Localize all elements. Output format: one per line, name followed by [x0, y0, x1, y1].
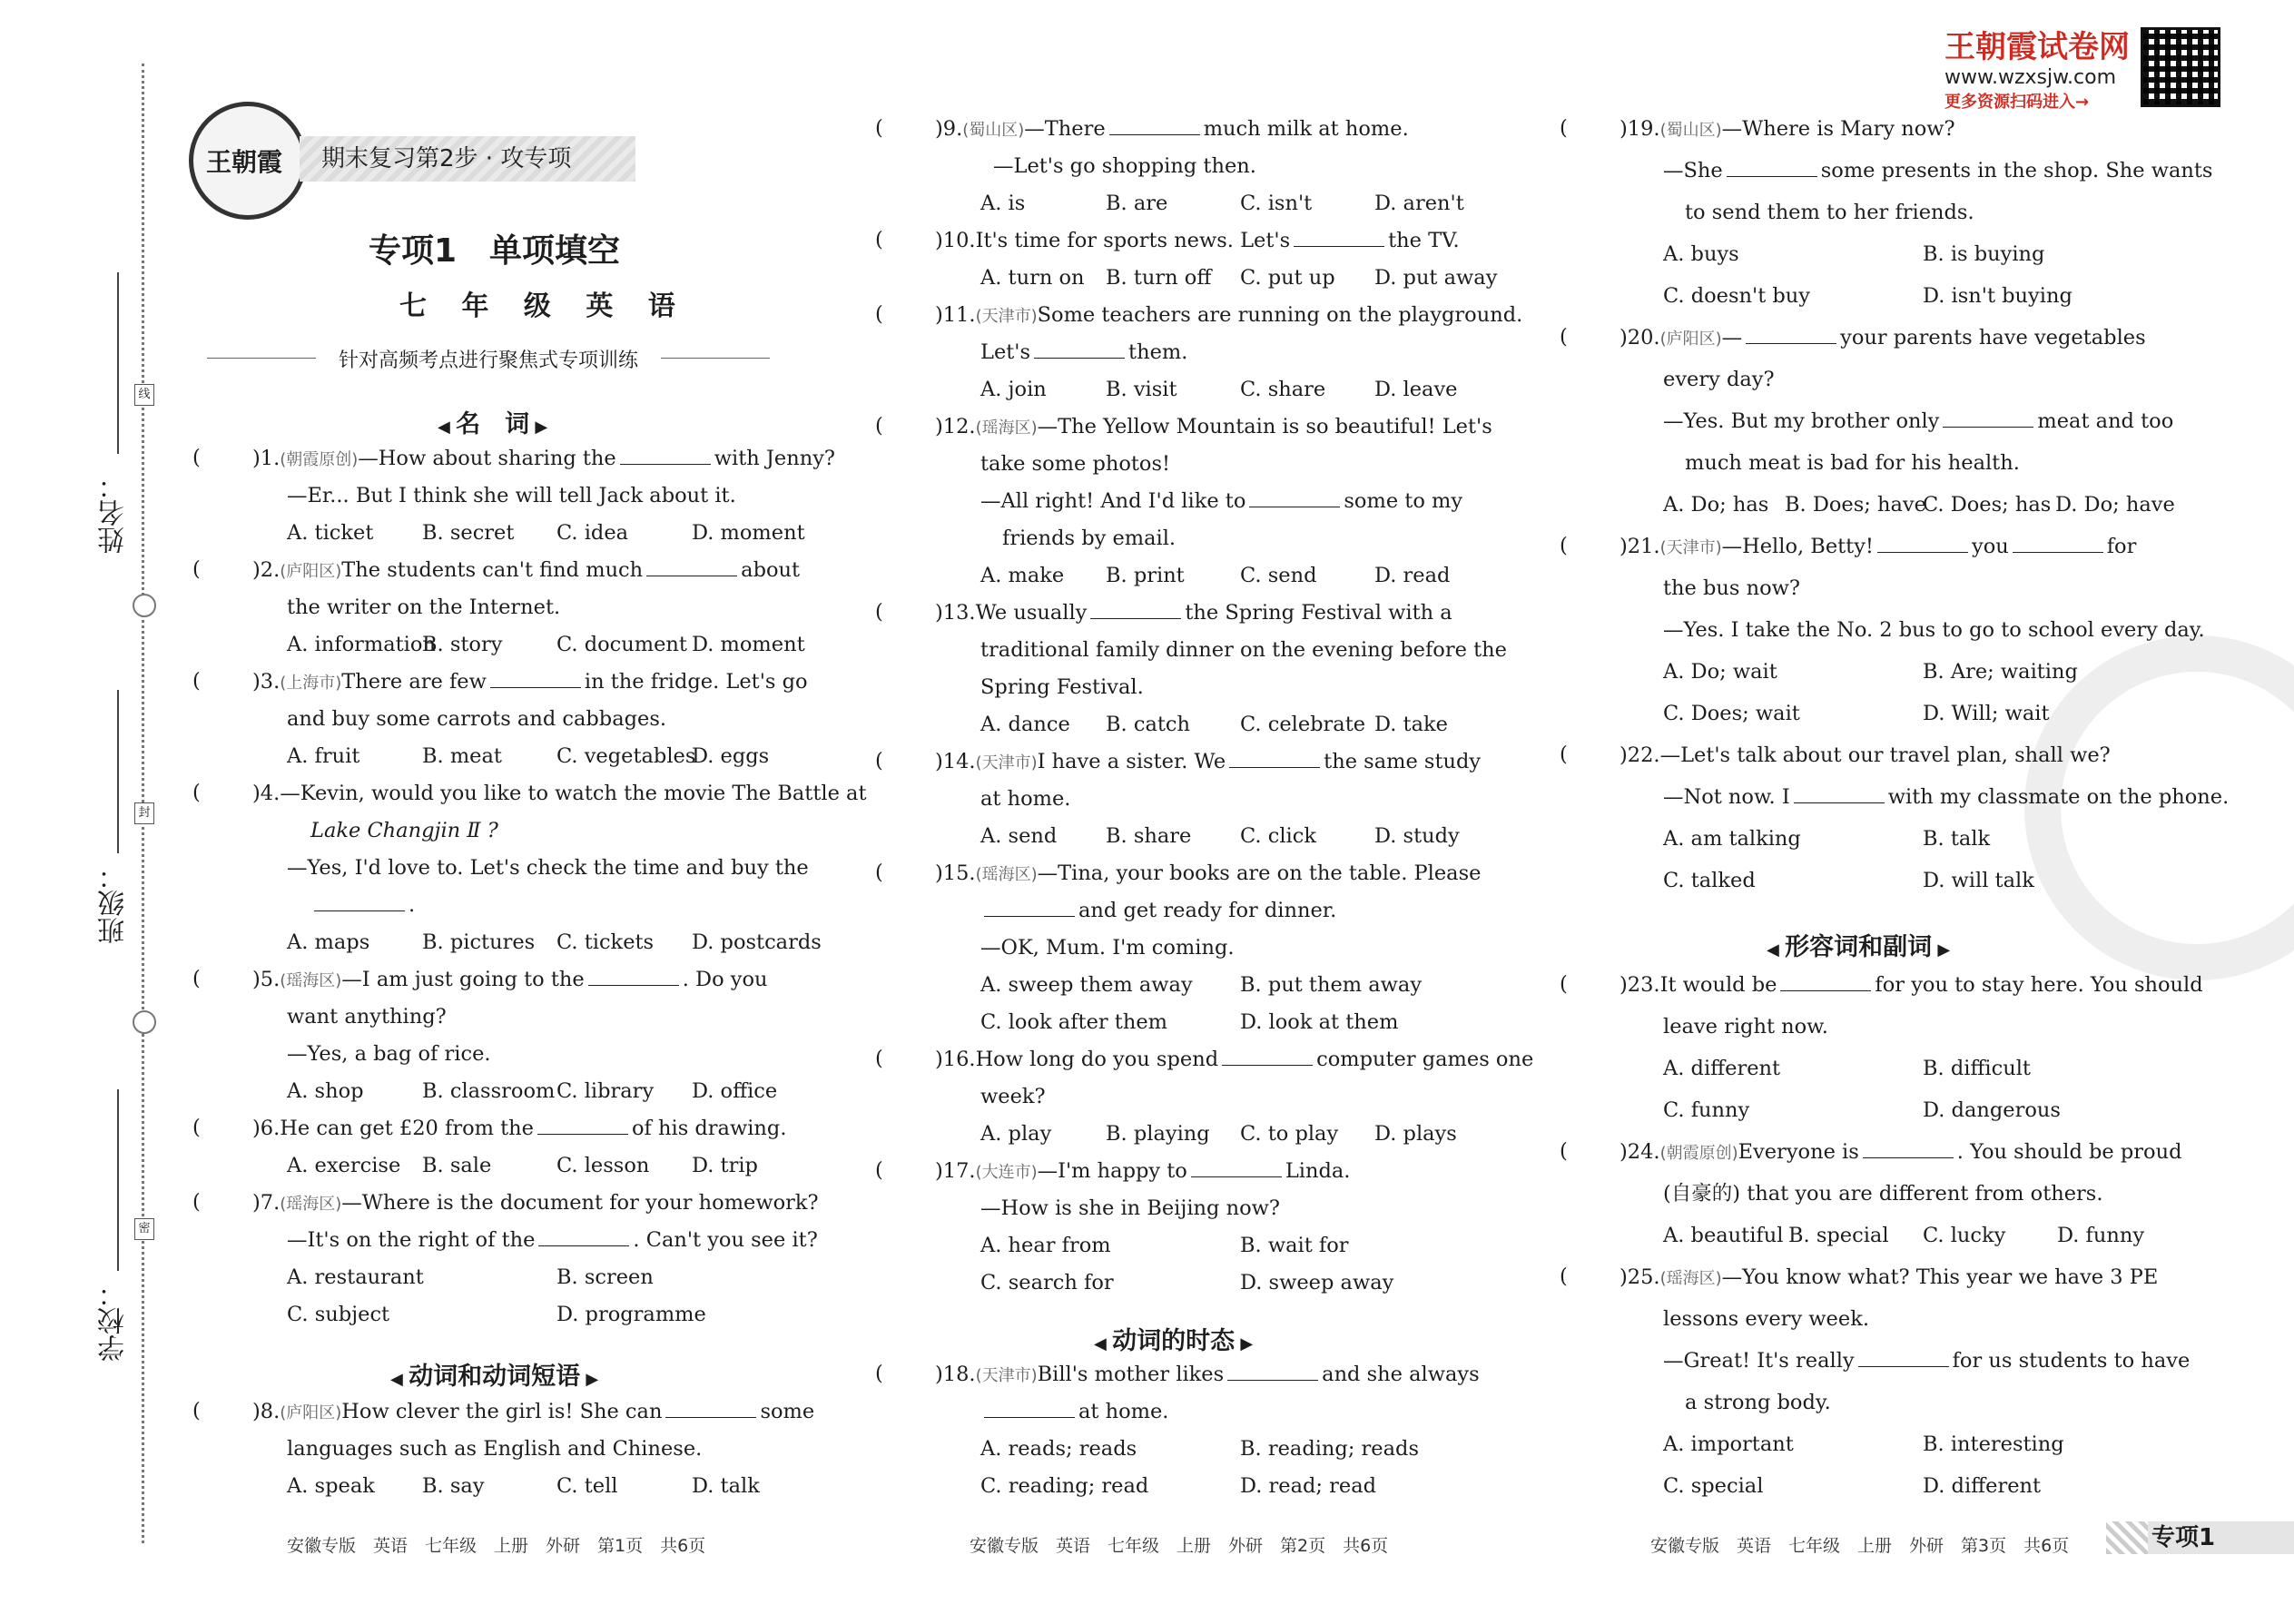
mark-seal: 封	[134, 802, 154, 824]
option-d[interactable]: D. eggs	[692, 744, 770, 768]
option-b[interactable]: B. print	[1106, 564, 1185, 587]
option-b[interactable]: B. catch	[1106, 713, 1190, 736]
option-b[interactable]: B. interesting	[1923, 1432, 2064, 1456]
page-subtitle: 七 年 级 英 语	[399, 290, 688, 322]
answer-bracket[interactable]: (	[1560, 1265, 1568, 1288]
option-d[interactable]: D. Will; wait	[1923, 702, 2050, 725]
option-c[interactable]: C. Does; wait	[1663, 702, 1800, 725]
option-a[interactable]: A. shop	[287, 1079, 364, 1103]
question-line: —OK, Mum. I'm coming.	[980, 936, 1235, 960]
question-line: friends by email.	[1002, 527, 1177, 550]
option-a[interactable]: A. maps	[287, 930, 370, 954]
option-d[interactable]: D. isn't buying	[1923, 284, 2072, 308]
question-15: )15.(瑶海区)—Tina, your books are on the table. Please	[935, 861, 1482, 885]
question-17: )17.(大连市)—I'm happy to Linda.	[935, 1159, 1351, 1183]
option-b[interactable]: B. special	[1788, 1224, 1889, 1247]
answer-blank: .	[310, 892, 415, 918]
option-a[interactable]: A. fruit	[287, 744, 360, 768]
answer-bracket[interactable]: (	[875, 600, 883, 624]
option-b[interactable]: B. playing	[1106, 1122, 1210, 1146]
question-line: to send them to her friends.	[1685, 201, 1974, 224]
option-a[interactable]: A. hear from	[980, 1234, 1111, 1257]
question-20: )20.(庐阳区)— your parents have vegetables	[1620, 326, 2146, 349]
option-a[interactable]: A. ticket	[287, 521, 374, 545]
section-nouns: ◀ 名 词 ▶	[438, 410, 548, 438]
option-b[interactable]: B. classroom	[422, 1079, 556, 1103]
question-line: languages such as English and Chinese.	[287, 1437, 703, 1461]
answer-bracket[interactable]: (	[192, 557, 201, 581]
option-a[interactable]: A. sweep them away	[980, 973, 1193, 997]
question-line: —Great! It's really for us students to have	[1663, 1349, 2191, 1373]
tagline: 针对高频考点进行聚焦式专项训练	[207, 345, 770, 373]
corner-tag: 专项1	[2106, 1521, 2294, 1554]
answer-bracket[interactable]: (	[875, 749, 883, 773]
option-b[interactable]: B. pictures	[422, 930, 536, 954]
option-a[interactable]: A. buys	[1663, 242, 1739, 266]
option-a[interactable]: A. play	[980, 1122, 1052, 1146]
option-d[interactable]: D. programme	[556, 1303, 706, 1326]
question-21: )21.(天津市)—Hello, Betty! you for	[1620, 535, 2137, 558]
option-b[interactable]: B. visit	[1106, 378, 1177, 401]
brand-url: www.wzxsjw.com	[1944, 66, 2117, 89]
answer-bracket[interactable]: (	[875, 302, 883, 326]
question-line: every day?	[1663, 368, 1775, 391]
question-line: Let's them.	[980, 340, 1188, 364]
option-a[interactable]: A. exercise	[287, 1154, 401, 1177]
option-d[interactable]: D. sweep away	[1240, 1271, 1394, 1294]
question-line: week?	[980, 1085, 1046, 1108]
qr-code-icon[interactable]	[2141, 27, 2220, 107]
option-c[interactable]: C. put up	[1240, 266, 1335, 290]
option-c[interactable]: C. library	[556, 1079, 655, 1103]
option-c[interactable]: C. Does; has	[1923, 493, 2052, 517]
question-7: )7.(瑶海区)—Where is the document for your homework?	[252, 1191, 819, 1215]
section-verbs: ◀ 动词和动词短语 ▶	[390, 1363, 599, 1391]
school-write-line	[117, 1089, 119, 1271]
question-18: )18.(天津市)Bill's mother likes and she always	[935, 1363, 1480, 1386]
answer-bracket[interactable]: (	[875, 861, 883, 884]
option-c[interactable]: C. isn't	[1240, 192, 1313, 215]
option-d[interactable]: D. put away	[1374, 266, 1498, 290]
answer-bracket[interactable]: (	[1560, 1139, 1568, 1163]
option-d[interactable]: D. study	[1374, 824, 1460, 848]
option-b[interactable]: B. are	[1106, 192, 1168, 215]
answer-bracket[interactable]: (	[1560, 972, 1568, 996]
question-line: lessons every week.	[1663, 1307, 1869, 1331]
option-d[interactable]: D. will talk	[1923, 869, 2034, 892]
option-c[interactable]: C. talked	[1663, 869, 1756, 892]
question-line: Lake Changjin Ⅱ ?	[310, 819, 498, 842]
question-14: )14.(天津市)I have a sister. We the same study	[935, 750, 1482, 773]
binding-hole-icon	[133, 594, 156, 617]
page-footer: 安徽专版 英语 七年级 上册 外研 第2页 共6页	[970, 1536, 1389, 1556]
option-c[interactable]: C. search for	[980, 1271, 1114, 1294]
option-b[interactable]: B. wait for	[1240, 1234, 1349, 1257]
option-d[interactable]: D. read	[1374, 564, 1451, 587]
option-d[interactable]: D. talk	[692, 1474, 760, 1498]
option-a[interactable]: A. speak	[287, 1474, 375, 1498]
option-c[interactable]: C. send	[1240, 564, 1317, 587]
section-tenses: ◀ 动词的时态 ▶	[1094, 1327, 1254, 1355]
question-line: —Yes, I'd love to. Let's check the time and buy the	[287, 856, 809, 880]
question-25: )25.(瑶海区)—You know what? This year we have 3 PE	[1620, 1265, 2159, 1289]
answer-bracket[interactable]: (	[1560, 743, 1568, 766]
option-c[interactable]: C. lucky	[1923, 1224, 2006, 1247]
option-b[interactable]: B. put them away	[1240, 973, 1423, 997]
question-19: )19.(蜀山区)—Where is Mary now?	[1620, 117, 1955, 141]
page-title: 专项1 单项填空	[369, 232, 621, 270]
option-b[interactable]: B. talk	[1923, 827, 1991, 851]
question-24: )24.(朝霞原创)Everyone is . You should be proud	[1620, 1140, 2182, 1164]
answer-bracket[interactable]: (	[192, 1399, 201, 1422]
answer-bracket[interactable]: (	[1560, 534, 1568, 557]
question-22: )22.—Let's talk about our travel plan, shall we?	[1620, 743, 2111, 767]
option-a[interactable]: A. information	[287, 633, 436, 656]
option-a[interactable]: A. join	[980, 378, 1047, 401]
option-c[interactable]: C. reading; read	[980, 1474, 1149, 1498]
option-c[interactable]: C. share	[1240, 378, 1326, 401]
question-line: —Yes. But my brother only meat and too	[1663, 409, 2174, 433]
question-3: )3.(上海市)There are few in the fridge. Let's go	[252, 670, 808, 694]
question-12: )12.(瑶海区)—The Yellow Mountain is so beautiful! Let's	[935, 415, 1492, 438]
question-11: )11.(天津市)Some teachers are running on the playground.	[935, 303, 1523, 327]
pattern-icon	[2106, 1521, 2148, 1554]
question-2: )2.(庐阳区)The students can't find much about	[252, 558, 801, 582]
question-line: —Yes. I take the No. 2 bus to go to school every day.	[1663, 618, 2205, 642]
question-5: )5.(瑶海区)—I am just going to the . Do you	[252, 968, 768, 991]
option-c[interactable]: C. doesn't buy	[1663, 284, 1811, 308]
answer-bracket[interactable]: (	[192, 1116, 201, 1139]
question-line: —Yes, a bag of rice.	[287, 1042, 491, 1066]
mark-secret: 密	[134, 1218, 154, 1240]
school-label: 学校：	[98, 1280, 130, 1362]
option-a[interactable]: A. send	[980, 824, 1058, 848]
question-line: and buy some carrots and cabbages.	[287, 707, 667, 731]
question-4: )4.—Kevin, would you like to watch the movie The Battle at	[252, 782, 867, 805]
section-adj: ◀ 形容词和副词 ▶	[1767, 933, 1951, 961]
option-b[interactable]: B. secret	[422, 521, 515, 545]
option-a[interactable]: A. is	[980, 192, 1026, 215]
option-c[interactable]: C. subject	[287, 1303, 390, 1326]
answer-bracket[interactable]: (	[192, 781, 201, 804]
question-1: )1.(朝霞原创)—How about sharing the with Jenny?	[252, 447, 835, 470]
question-16: )16.How long do you spend computer games one	[935, 1048, 1534, 1071]
question-line: much meat is bad for his health.	[1685, 451, 2020, 475]
option-c[interactable]: C. document	[556, 633, 687, 656]
option-a[interactable]: A. beautiful	[1663, 1224, 1784, 1247]
question-10: )10.It's time for sports news. Let's the TV.	[935, 229, 1460, 252]
question-line: Spring Festival.	[980, 675, 1144, 699]
option-a[interactable]: A. make	[980, 564, 1065, 587]
binding-hole-icon	[133, 1010, 156, 1034]
answer-bracket[interactable]: (	[875, 228, 883, 251]
class-label: 班级：	[98, 862, 130, 944]
question-line: the writer on the Internet.	[287, 595, 561, 619]
option-d[interactable]: D. take	[1374, 713, 1448, 736]
question-line: —How is she in Beijing now?	[980, 1196, 1280, 1220]
question-9: )9.(蜀山区)—There much milk at home.	[935, 117, 1409, 141]
question-line: at home.	[980, 787, 1071, 811]
question-line: —Not now. I with my classmate on the phone.	[1663, 785, 2230, 809]
question-line: (自豪的) that you are different from others.	[1663, 1182, 2103, 1206]
option-c[interactable]: C. click	[1240, 824, 1316, 848]
option-a[interactable]: A. Do; has	[1663, 493, 1769, 517]
answer-bracket[interactable]: (	[192, 669, 201, 693]
question-line: traditional family dinner on the evening before the	[980, 638, 1507, 662]
answer-bracket[interactable]: (	[875, 1362, 883, 1385]
question-line: —Er... But I think she will tell Jack about it.	[287, 484, 736, 507]
option-c[interactable]: C. idea	[556, 521, 629, 545]
class-write-line	[117, 690, 119, 853]
option-d[interactable]: D. look at them	[1240, 1010, 1399, 1034]
option-a[interactable]: A. restaurant	[287, 1265, 424, 1289]
question-line: leave right now.	[1663, 1015, 1828, 1038]
option-c[interactable]: C. look after them	[980, 1010, 1167, 1034]
option-d[interactable]: D. moment	[692, 521, 805, 545]
option-d[interactable]: D. read; read	[1240, 1474, 1377, 1498]
option-b[interactable]: B. is buying	[1923, 242, 2045, 266]
question-6: )6.He can get £20 from the of his drawing.	[252, 1117, 787, 1140]
option-d[interactable]: D. office	[692, 1079, 778, 1103]
name-label: 姓名：	[98, 472, 130, 554]
option-b[interactable]: B. meat	[422, 744, 502, 768]
option-c[interactable]: C. special	[1663, 1474, 1764, 1498]
option-a[interactable]: A. am talking	[1663, 827, 1801, 851]
brand-name: 王朝霞试卷网	[1944, 29, 2130, 65]
option-d[interactable]: D. different	[1923, 1474, 2042, 1498]
question-line: and get ready for dinner.	[980, 898, 1336, 923]
option-b[interactable]: B. difficult	[1923, 1057, 2031, 1080]
option-d[interactable]: D. postcards	[692, 930, 822, 954]
option-b[interactable]: B. sale	[422, 1154, 492, 1177]
answer-bracket[interactable]: (	[192, 1190, 201, 1214]
option-a[interactable]: A. important	[1663, 1432, 1794, 1456]
option-b[interactable]: B. turn off	[1106, 266, 1212, 290]
brand-block	[1944, 22, 2130, 113]
question-line: —It's on the right of the . Can't you see it?	[287, 1228, 818, 1252]
question-line: the bus now?	[1663, 576, 1800, 600]
question-13: )13.We usually the Spring Festival with a	[935, 601, 1452, 625]
option-c[interactable]: C. vegetables	[556, 744, 696, 768]
option-d[interactable]: D. dangerous	[1923, 1098, 2061, 1122]
option-b[interactable]: B. Does; have	[1785, 493, 1926, 517]
option-c[interactable]: C. to play	[1240, 1122, 1339, 1146]
option-a[interactable]: A. reads; reads	[980, 1437, 1137, 1461]
question-line: —All right! And I'd like to some to my	[980, 489, 1463, 513]
option-b[interactable]: B. Are; waiting	[1923, 660, 2078, 684]
brand-seal-logo: 王朝霞	[189, 102, 307, 220]
option-a[interactable]: A. turn on	[980, 266, 1085, 290]
option-b[interactable]: B. share	[1106, 824, 1192, 848]
question-8: )8.(庐阳区)How clever the girl is! She can some	[252, 1400, 815, 1423]
question-23: )23.It would be for you to stay here. You should	[1620, 973, 2203, 997]
option-b[interactable]: B. story	[422, 633, 503, 656]
option-d[interactable]: D. leave	[1374, 378, 1458, 401]
option-a[interactable]: A. Do; wait	[1663, 660, 1777, 684]
option-a[interactable]: A. different	[1663, 1057, 1781, 1080]
option-b[interactable]: B. reading; reads	[1240, 1437, 1419, 1461]
option-c[interactable]: C. lesson	[556, 1154, 650, 1177]
answer-bracket[interactable]: (	[192, 967, 201, 990]
option-c[interactable]: C. tickets	[556, 930, 655, 954]
option-d[interactable]: D. funny	[2057, 1224, 2145, 1247]
option-d[interactable]: D. moment	[692, 633, 805, 656]
question-line: —Let's go shopping then.	[993, 154, 1256, 178]
answer-bracket[interactable]: (	[875, 116, 883, 140]
question-line: want anything?	[287, 1005, 447, 1029]
page-footer: 安徽专版 英语 七年级 上册 外研 第3页 共6页	[1650, 1536, 2070, 1556]
question-line: —She some presents in the shop. She wants	[1663, 159, 2213, 182]
option-c[interactable]: C. tell	[556, 1474, 618, 1498]
option-d[interactable]: D. Do; have	[2055, 493, 2175, 517]
name-write-line	[117, 272, 119, 454]
answer-bracket[interactable]: (	[875, 1158, 883, 1182]
answer-bracket[interactable]: (	[1560, 116, 1568, 140]
option-b[interactable]: B. screen	[556, 1265, 654, 1289]
option-d[interactable]: D. trip	[692, 1154, 758, 1177]
option-c[interactable]: C. celebrate	[1240, 713, 1366, 736]
option-c[interactable]: C. funny	[1663, 1098, 1750, 1122]
review-banner: 期末复习第2步 · 攻专项	[300, 136, 635, 182]
page-footer: 安徽专版 英语 七年级 上册 外研 第1页 共6页	[287, 1536, 706, 1556]
mark-line: 线	[134, 384, 154, 406]
answer-bracket[interactable]: (	[192, 446, 201, 469]
option-b[interactable]: B. say	[422, 1474, 485, 1498]
question-line: take some photos!	[980, 452, 1171, 476]
question-line: a strong body.	[1685, 1391, 1831, 1414]
option-d[interactable]: D. plays	[1374, 1122, 1457, 1146]
question-line: at home.	[980, 1399, 1168, 1424]
answer-bracket[interactable]: (	[1560, 325, 1568, 349]
brand-more: 更多资源扫码进入→	[1944, 93, 2090, 112]
answer-bracket[interactable]: (	[875, 414, 883, 438]
option-d[interactable]: D. aren't	[1374, 192, 1464, 215]
option-a[interactable]: A. dance	[980, 713, 1070, 736]
answer-bracket[interactable]: (	[875, 1047, 883, 1070]
